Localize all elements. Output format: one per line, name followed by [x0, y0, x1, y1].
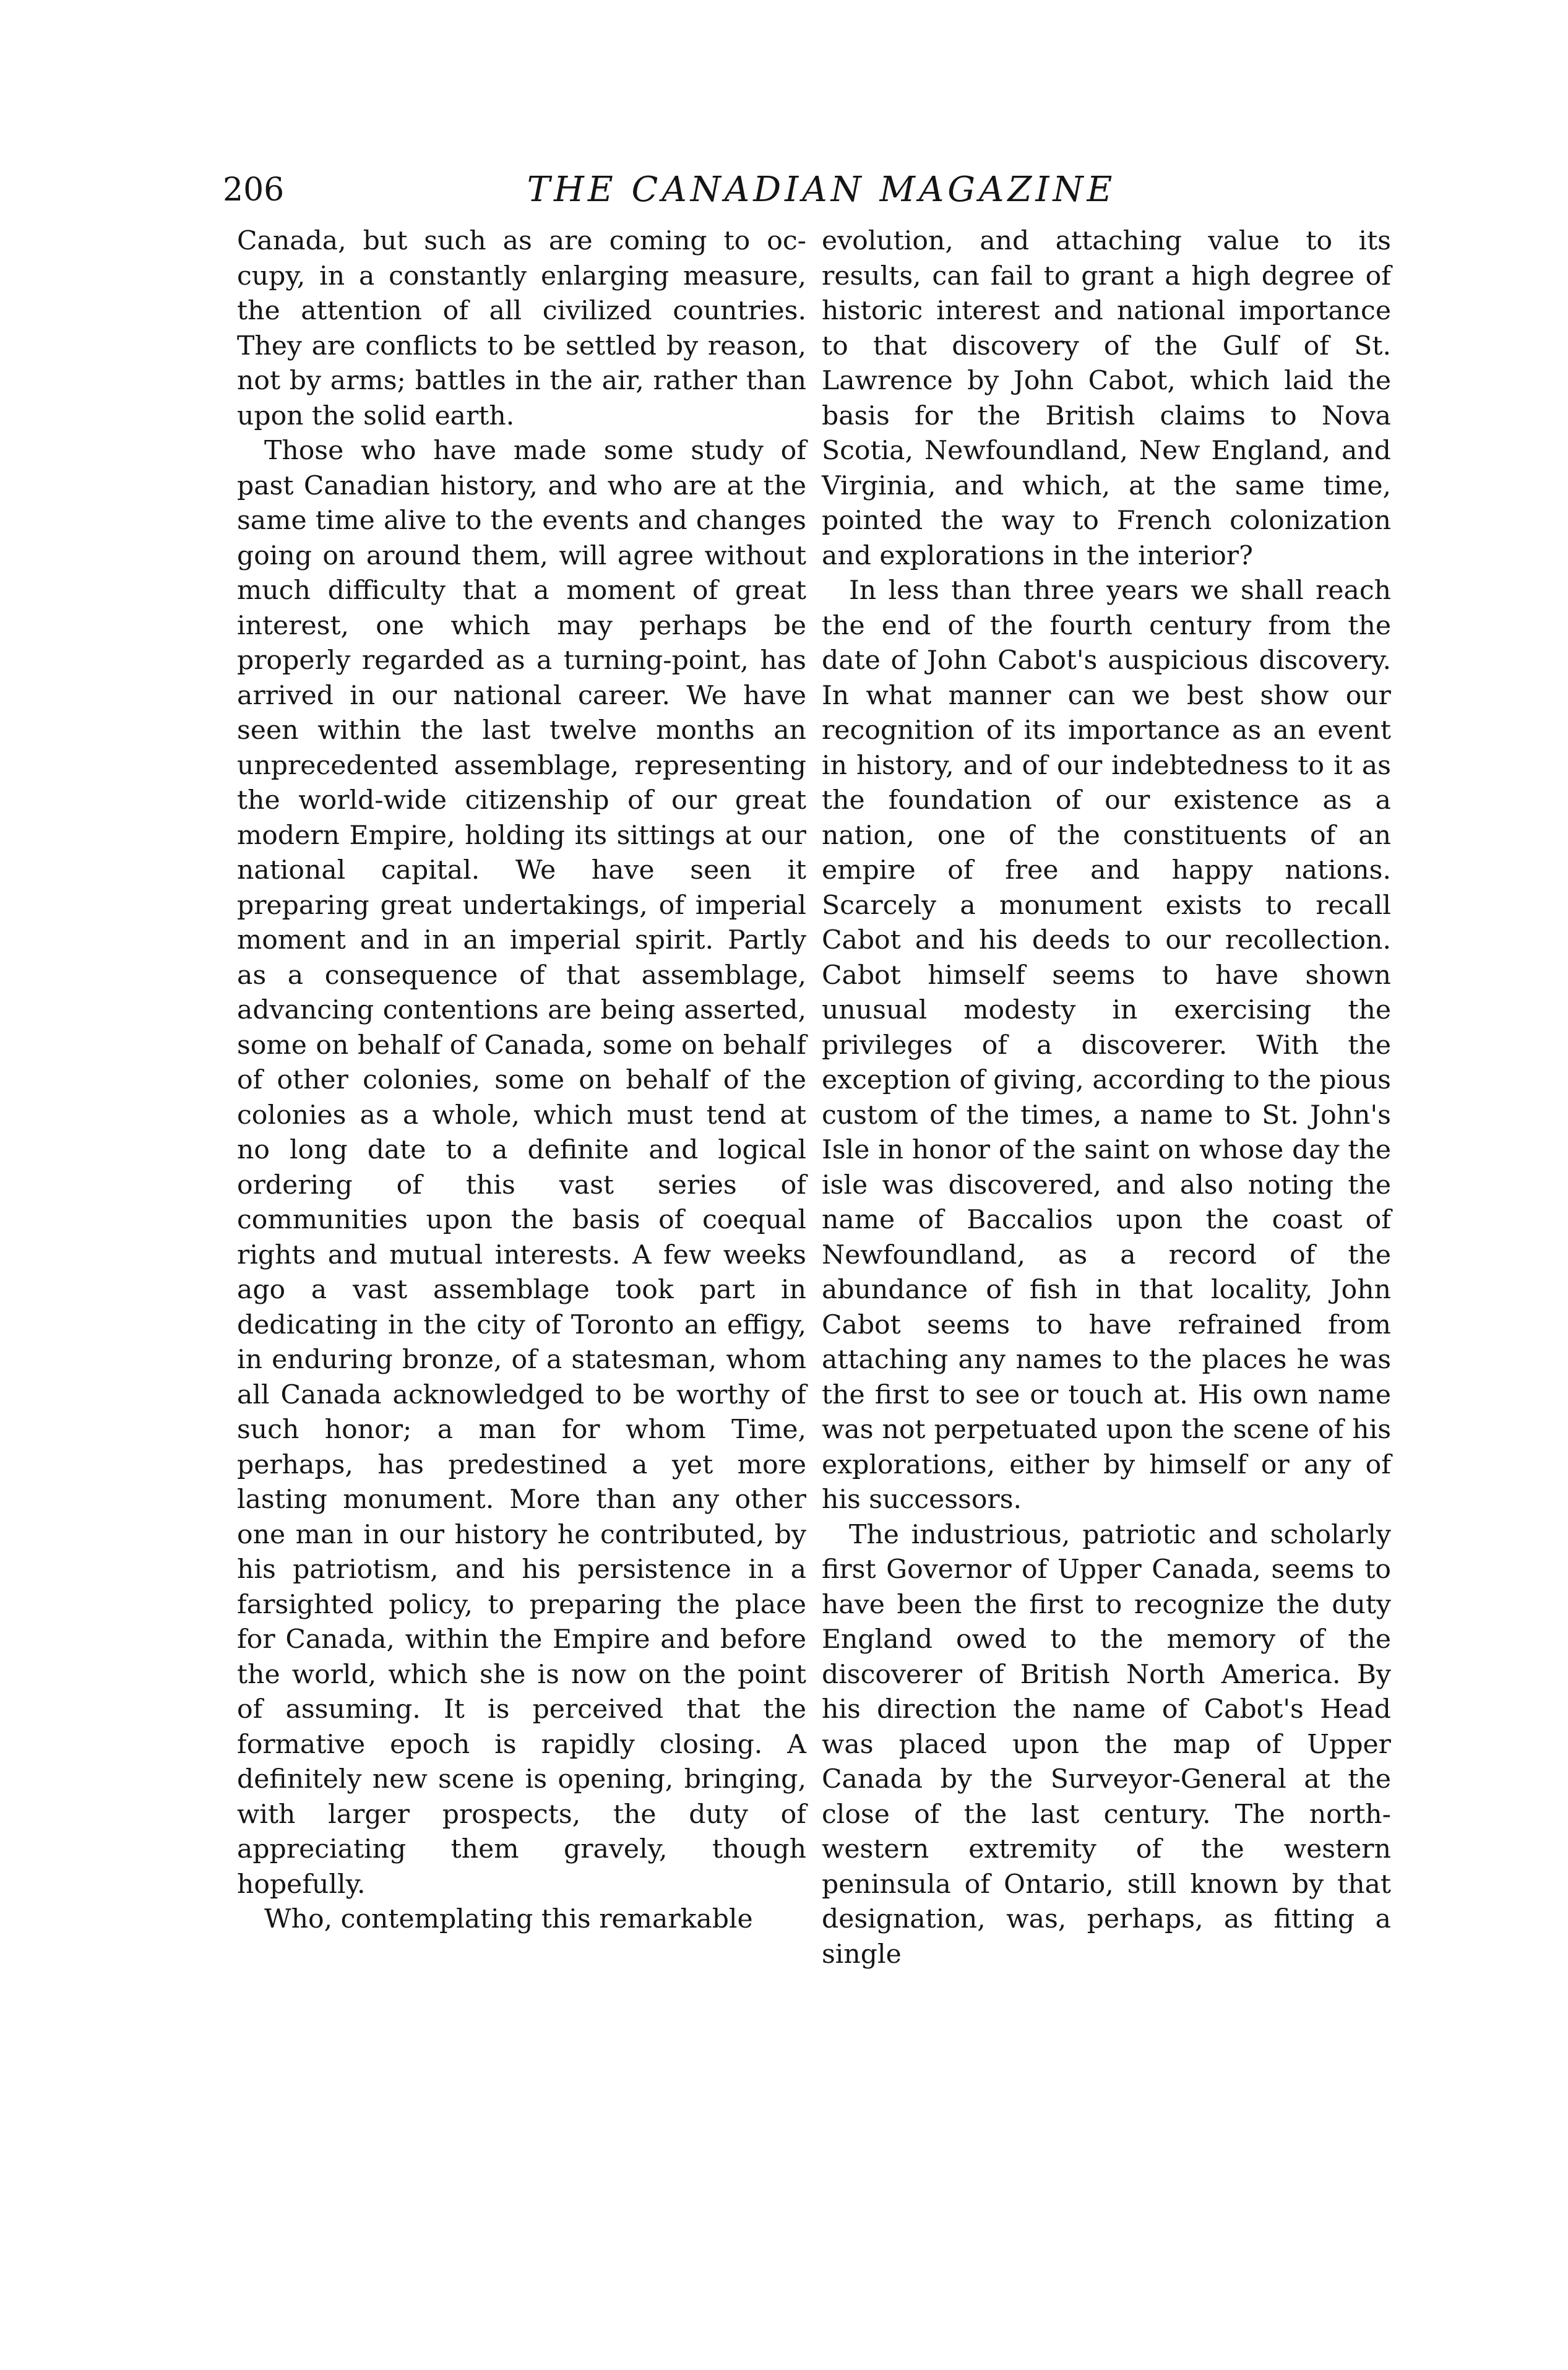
paragraph: Canada, but such as are coming to occupy, in a constantly enlarging measure, the attention of all civilized countries. They are conflicts to be settled by reason, not by arms; battles in the air, rather than upon the solid earth. — [237, 226, 806, 431]
paragraph: The industrious, patriotic and scholarly first Governor of Upper Canada, seems to have been the first to recognize the duty England owed to the memory of the discoverer of British North America. By his direction the name of Cabot's Head was placed upon the map of Upper Canada by the Surveyor-General at the close of the last century. The north-western extremity of the western peninsula of Ontario, still known by that designation, was, perhaps, as fitting a single — [822, 1519, 1391, 1970]
page-number: 206 — [223, 171, 285, 209]
paragraph: In less than three years we shall reach the end of the fourth century from the date of John Cabot's auspicious discovery. In what manner can we best show our recognition of its importance as an event in history, and of our indebtedness to it as the foundation of our existence as a nation, one of the constituents of an empire of free and happy nations. Scarcely a monument exists to recall Cabot and his deeds to our recollection. Cabot himself seems to have shown unusual modesty in exercising the privileges of a discoverer. With the exception of giving, according to the pious custom of the times, a name to St. John's Isle in honor of the saint on whose day the isle was discovered, and also noting the name of Baccalios upon the coast of Newfoundland, as a record of the abundance of fish in that locality, John Cabot seems to have refrained from attaching any names to the places he was the first to see or touch at. His own name was not perpetuated upon the scene of his explorations, either by himself or any of his successors. — [822, 575, 1391, 1515]
paragraph: evolution, and attaching value to its results, can fail to grant a high degree of historic interest and national importance to that discovery of the Gulf of St. Lawrence by John Cabot, which laid the basis for the British claims to Nova Scotia, Newfoundland, New England, and Virginia, and which, at the same time, pointed the way to French colonization and explorations in the interior? — [822, 226, 1391, 571]
page-header — [223, 162, 1420, 218]
paragraph: Those who have made some study of past Canadian history, and who are at the same time alive to the events and changes going on around them, will agree without much difficulty that a moment of great interest, one which may perhaps be properly regarded as a turning-point, has arrived in our national career. We have seen within the last twelve months an unprecedented assemblage, representing the world-wide citizenship of our great modern Empire, holding its sittings at our national capital. We have seen it preparing great undertakings, of imperial moment and in an imperial spirit. Partly as a consequence of that assemblage, advancing contentions are being asserted, some on behalf of Canada, some on behalf of other colonies, some on behalf of the colonies as a whole, which must tend at no long date to a definite and logical ordering of this vast series of communities upon the basis of coequal rights and mutual interests. A few weeks ago a vast assemblage took part in dedicating in the city of Toronto an effigy, in enduring bronze, of a statesman, whom all Canada acknowledged to be worthy of such honor; a man for whom Time, perhaps, has predestined a yet more lasting monument. More than any other one man in our history he contributed, by his patriotism, and his persistence in a farsighted policy, to preparing the place for Canada, within the Empire and before the world, which she is now on the point of assuming. It is perceived that the formative epoch is rapidly closing. A definitely new scene is opening, bringing, with larger prospects, the duty of appreciating them gravely, though hopefully. — [237, 436, 806, 1900]
running-title: THE CANADIAN MAGAZINE — [527, 170, 1116, 210]
paragraph: Who, contemplating this remarkable — [264, 1904, 753, 1934]
right-column — [822, 224, 1391, 1972]
left-column — [237, 224, 806, 1937]
